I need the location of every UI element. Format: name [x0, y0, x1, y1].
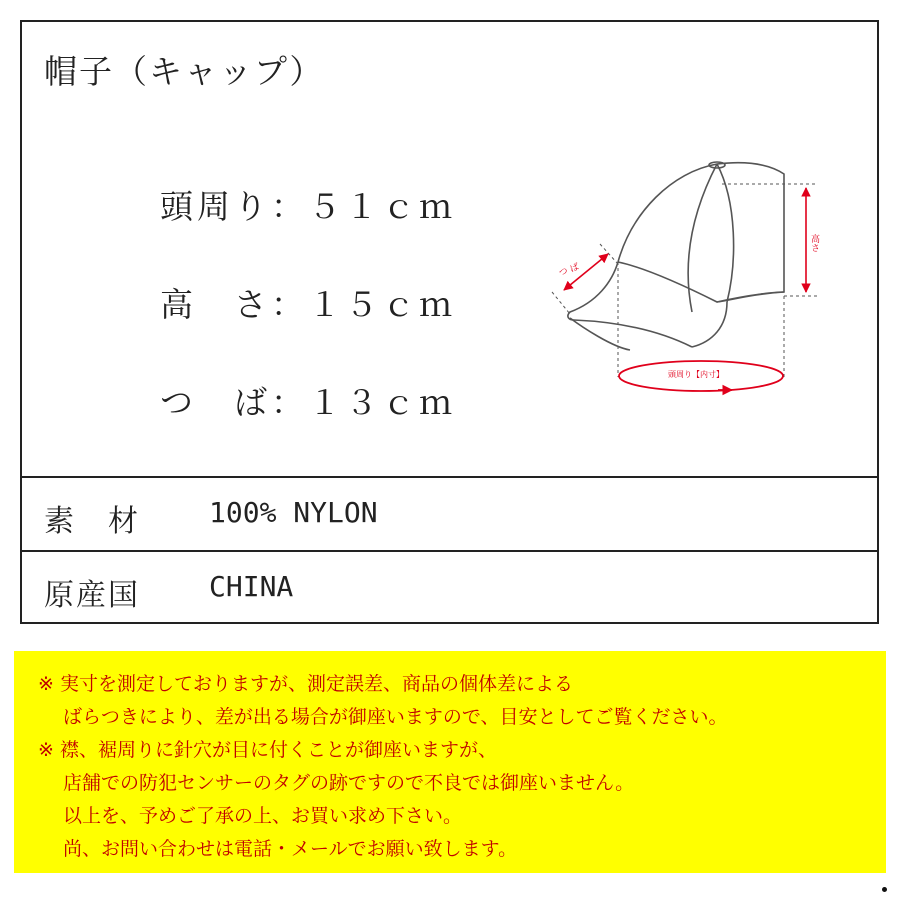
measurement-value: １３ｃｍ — [307, 383, 456, 422]
origin-value: CHINA — [209, 570, 294, 603]
divider — [22, 476, 877, 478]
measurement-separator: ： — [270, 285, 308, 324]
measurement-brim — [102, 338, 456, 463]
bullet-dot — [882, 887, 887, 892]
product-title: 帽子（キャップ） — [44, 52, 325, 91]
notice-line: ばらつきにより、差が出る場合が御座いますので、目安としてご覧ください。 — [38, 706, 728, 728]
origin-label: 原産国 — [44, 578, 140, 613]
brim-label: つ ば — [557, 262, 581, 279]
divider — [22, 550, 877, 552]
measurement-label: つ ば — [159, 383, 271, 422]
notice-box — [14, 651, 886, 873]
measurement-label: 頭周り — [159, 187, 271, 226]
height-label: 高さ — [809, 234, 819, 252]
notice-line: 尚、お問い合わせは電話・メールでお願い致します。 — [38, 838, 518, 860]
notice-line: 以上を、予めご了承の上、お買い求め下さい。 — [38, 805, 463, 827]
guide-lines — [552, 184, 817, 377]
notice-line: ※ 襟、裾周りに針穴が目に付くことが御座いますが、 — [38, 739, 497, 761]
notice-line: ※ 実寸を測定しておりますが、測定誤差、商品の個体差による — [38, 673, 573, 695]
measurement-separator: ： — [270, 383, 308, 422]
circumference-label: 頭周り【内寸】 — [668, 370, 724, 379]
origin-row — [44, 570, 294, 614]
material-row — [44, 496, 378, 540]
cap-outline — [568, 162, 784, 350]
measurement-label: 高 さ — [159, 285, 271, 324]
measurement-separator: ： — [270, 187, 308, 226]
measurement-value: ５１ｃｍ — [307, 187, 456, 226]
spec-table — [20, 20, 879, 624]
material-value: 100% NYLON — [209, 496, 378, 529]
cap-diagram — [522, 152, 822, 402]
notice-line: 店舗での防犯センサーのタグの跡ですので不良では御座いません。 — [38, 772, 635, 794]
measurement-value: １５ｃｍ — [307, 285, 456, 324]
material-label: 素 材 — [44, 504, 140, 539]
